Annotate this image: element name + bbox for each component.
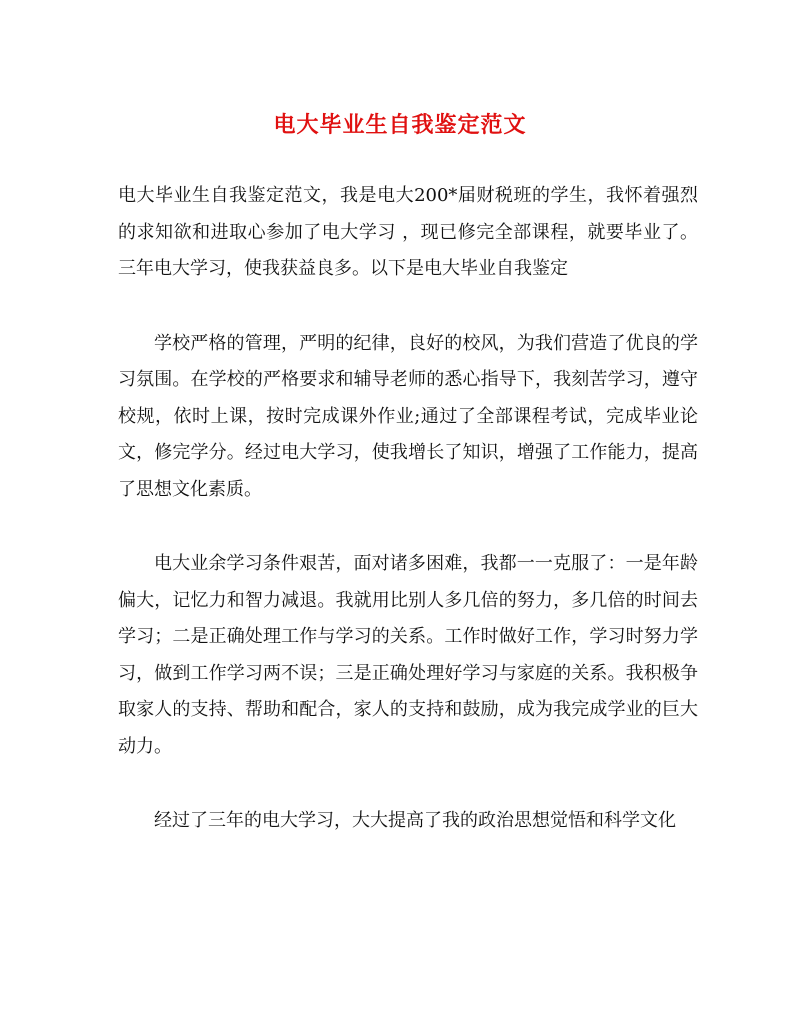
- document-body: [118, 178, 698, 840]
- intro-paragraph: 电大毕业生自我鉴定范文，我是电大200*届财税班的学生，我怀着强烈的求知欲和进取心参加了电大学习 ，现已修完全部课程，就要毕业了。三年电大学习，使我获益良多。以下是电大毕业自我鉴定: [118, 185, 698, 279]
- conclusion-paragraph: 经过了三年的电大学习，大大提高了我的政治思想觉悟和科学文化: [154, 810, 676, 831]
- overcoming-difficulties-paragraph: 电大业余学习条件艰苦，面对诸多困难，我都一一克服了：一是年龄偏大，记忆力和智力减退。我就用比别人多几倍的努力，多几倍的时间去学习；二是正确处理工作与学习的关系。工作时做好工作，学习时努力学习，做到工作学习两不误；三是正确处理好学习与家庭的关系。我积极争取家人的支持、帮助和配合，家人的支持和鼓励，成为我完成学业的巨大动力。: [118, 553, 698, 757]
- study-discipline-paragraph: 学校严格的管理，严明的纪律，良好的校风，为我们营造了优良的学习氛围。在学校的严格要求和辅导老师的悉心指导下，我刻苦学习，遵守校规，依时上课，按时完成课外作业;通过了全部课程考试，完成毕业论文，修完学分。经过电大学习，使我增长了知识，增强了工作能力，提高了思想文化素质。: [118, 332, 698, 500]
- document-title: 电大毕业生自我鉴定范文: [273, 112, 527, 138]
